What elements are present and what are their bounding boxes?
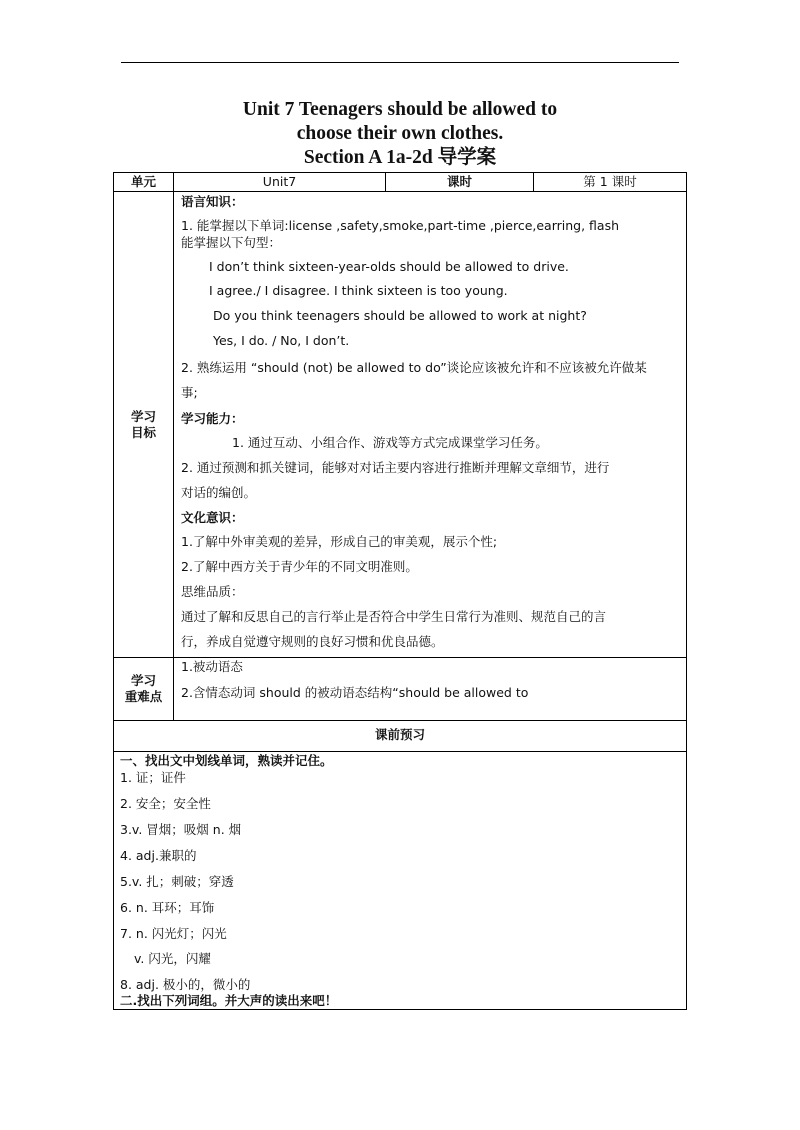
lesson-value: 第 1 课时	[583, 174, 637, 189]
page-title	[0, 98, 800, 170]
unit-label: 单元	[130, 174, 156, 189]
title-line-2: choose their own clothes.	[296, 123, 504, 144]
vocab-item: 8. adj. 极小的，微小的	[120, 977, 251, 992]
lesson-plan-table	[113, 172, 687, 1010]
lesson-label: 课时	[446, 174, 472, 189]
goals-label: 学习 目标	[130, 409, 156, 440]
vocab-line: 1. 能掌握以下单词:license ,safety,smoke,part-time ,pierce,earring, flash	[181, 218, 620, 233]
difficulty-1: 1.被动语态	[181, 659, 243, 674]
culture-heading: 文化意识：	[181, 510, 244, 525]
sentence-2: I agree./ I disagree. I think sixteen is too young.	[209, 283, 508, 298]
row-divider	[114, 191, 686, 192]
vocab-item: 2. 安全；安全性	[120, 796, 211, 811]
row-divider	[114, 657, 686, 658]
ability-2-line-1: 2. 通过预测和抓关键词，能够对对话主要内容进行推断并理解文章细节，进行	[181, 460, 610, 475]
title-line-1: Unit 7 Teenagers should be allowed to	[242, 99, 558, 120]
title-line-3: Section A 1a-2d 导学案	[303, 147, 497, 168]
section-1-heading: 一、找出文中划线单词，熟读并记住。	[120, 753, 333, 768]
difficulty-2: 2.含情态动词 should 的被动语态结构“should be allowed to	[181, 685, 529, 700]
thinking-heading: 思维品质：	[181, 584, 244, 599]
row-divider	[114, 720, 686, 721]
vocab-item: 1. 证；证件	[120, 770, 186, 785]
thinking-line-2: 行，养成自觉遵守规则的良好习惯和优良品德。	[181, 634, 444, 649]
sentence-1: I don’t think sixteen-year-olds should be allowed to drive.	[209, 259, 569, 274]
preview-heading: 课前预习	[374, 727, 425, 742]
thinking-line-1: 通过了解和反思自己的言行举止是否符合中学生日常行为准则、规范自己的言	[181, 609, 607, 624]
vocab-item: 6. n. 耳环；耳饰	[120, 900, 215, 915]
difficulties-label: 学习 重难点	[124, 673, 163, 704]
culture-2: 2.了解中西方关于青少年的不同文明准则。	[181, 559, 418, 574]
point2-line-1: 2. 熟练运用 “should (not) be allowed to do”谈论应该被允许和不应该被允许做某	[181, 360, 647, 375]
unit-value: Unit7	[262, 174, 297, 189]
vocab-item: v. 闪光，闪耀	[134, 951, 211, 966]
sentence-4: Yes, I do. / No, I don’t.	[213, 333, 350, 348]
language-heading: 语言知识：	[181, 194, 244, 209]
sentence-3: Do you think teenagers should be allowed to work at night?	[213, 308, 587, 323]
section-2-heading: 二.找出下列词组。并大声的读出来吧！	[120, 993, 338, 1008]
sentence-intro: 能掌握以下句型：	[181, 235, 282, 250]
vocab-item: 5.v. 扎；刺破；穿透	[120, 874, 234, 889]
column-divider	[173, 173, 174, 720]
culture-1: 1.了解中外审美观的差异，形成自己的审美观，展示个性;	[181, 534, 498, 549]
vocab-item: 3.v. 冒烟；吸烟 n. 烟	[120, 822, 242, 837]
vocab-item: 7. n. 闪光灯；闪光	[120, 926, 227, 941]
vocab-item: 4. adj.兼职的	[120, 848, 197, 863]
header-rule	[121, 62, 679, 63]
row-divider	[114, 751, 686, 752]
ability-2-line-2: 对话的编创。	[181, 485, 257, 500]
point2-line-2: 事;	[181, 385, 198, 400]
ability-heading: 学习能力：	[181, 411, 244, 426]
ability-1: 1. 通过互动、小组合作、游戏等方式完成课堂学习任务。	[232, 435, 548, 450]
